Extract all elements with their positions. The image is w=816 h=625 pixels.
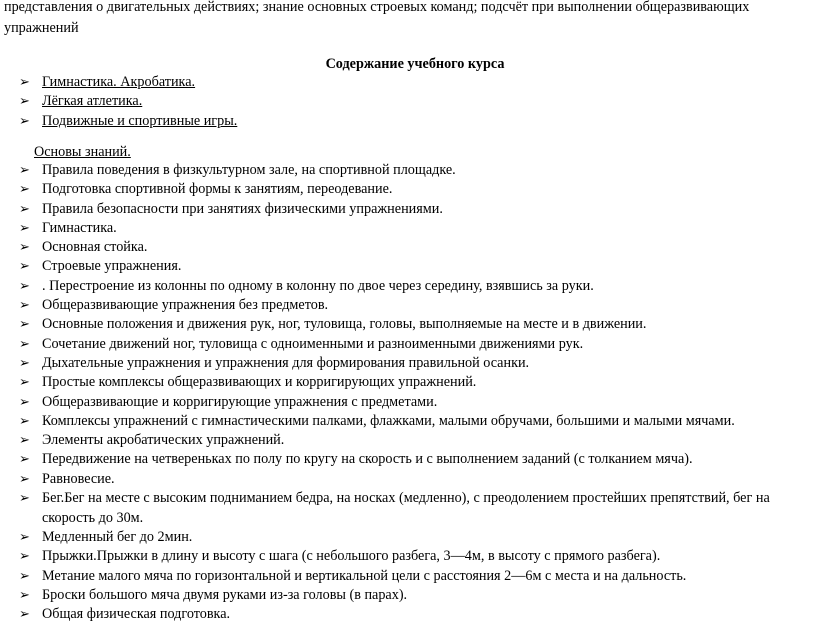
list-item	[0, 605, 816, 624]
list-item-text: Гимнастика. Акробатика.	[42, 74, 196, 90]
intro-paragraph: представления о двигательных действиях; знание основных строевых команд; подсчёт при выполнении общеразвивающих упражнений	[4, 0, 750, 36]
list-item	[0, 373, 816, 392]
section-heading: Содержание учебного курса	[325, 56, 505, 72]
list-item	[0, 219, 816, 238]
arrow-bullet-icon: ➢	[19, 471, 30, 487]
arrow-bullet-icon: ➢	[19, 394, 30, 410]
list-item-text: Подготовка спортивной формы к занятиям, переодевание.	[42, 181, 393, 198]
list-item-text: Правила безопасности при занятиях физическими упражнениями.	[42, 200, 443, 217]
list-item	[0, 180, 816, 199]
list-item-text: Комплексы упражнений с гимнастическими палками, флажками, малыми обручами, большими и малыми мячами.	[42, 412, 735, 429]
list-item	[0, 277, 816, 296]
arrow-bullet-icon: ➢	[19, 413, 30, 429]
arrow-bullet-icon: ➢	[19, 94, 30, 110]
arrow-bullet-icon: ➢	[19, 549, 30, 565]
list-item	[0, 489, 816, 528]
arrow-bullet-icon: ➢	[19, 317, 30, 333]
list-item	[0, 200, 816, 219]
arrow-bullet-icon: ➢	[19, 182, 30, 198]
arrow-bullet-icon: ➢	[19, 259, 30, 275]
arrow-bullet-icon: ➢	[19, 491, 30, 507]
list-item	[0, 567, 816, 586]
list-item-text: Дыхательные упражнения и упражнения для формирования правильной осанки.	[42, 354, 530, 371]
arrow-bullet-icon: ➢	[19, 452, 30, 468]
list-item	[0, 238, 816, 257]
list-item-text: Передвижение на четвереньках по полу по кругу на скорость и с выполнением заданий (с толканием мяча).	[42, 451, 693, 468]
arrow-bullet-icon: ➢	[19, 530, 30, 546]
arrow-bullet-icon: ➢	[19, 298, 30, 314]
list-item-text: Равновесие.	[42, 470, 115, 487]
list-item-text: Общеразвивающие и корригирующие упражнения с предметами.	[42, 393, 438, 410]
arrow-bullet-icon: ➢	[19, 220, 30, 236]
list-item-text: Подвижные и спортивные игры.	[42, 112, 238, 129]
list-item-text: Лёгкая атлетика.	[42, 93, 143, 110]
list-item-text: Прыжки.Прыжки в длину и высоту с шага (с небольшого разбега, 3—4м, в высоту с прямого разбега).	[42, 548, 661, 565]
list-item-text: Простые комплексы общеразвивающих и корригирующих упражнений.	[42, 374, 477, 391]
list-item	[0, 528, 816, 547]
list-item-text: Общеразвивающие упражнения без предметов.	[42, 297, 329, 314]
list-item	[0, 92, 816, 111]
list-item-text: Сочетание движений ног, туловища с одноименными и разноименными движениями рук.	[42, 335, 584, 352]
list-item	[0, 470, 816, 489]
list-item-text: Медленный бег до 2мин.	[42, 529, 193, 546]
list-item-text: Метание малого мяча по горизонтальной и вертикальной цели с расстояния 2—6м с места и на дальность.	[42, 567, 687, 584]
list-item-text: Основные положения и движения рук, ног, туловища, головы, выполняемые на месте и в движении.	[42, 316, 647, 333]
list-item-text: Гимнастика.	[42, 219, 117, 236]
arrow-bullet-icon: ➢	[19, 113, 30, 129]
list-item	[0, 586, 816, 605]
list-item	[0, 393, 816, 412]
arrow-bullet-icon: ➢	[19, 433, 30, 449]
list-item	[0, 296, 816, 315]
arrow-bullet-icon: ➢	[19, 355, 30, 371]
arrow-bullet-icon: ➢	[19, 240, 30, 256]
topics-list	[0, 161, 816, 625]
list-item-text: Основная стойка.	[42, 239, 148, 256]
list-item	[0, 547, 816, 566]
list-item	[0, 412, 816, 431]
list-item-text: Элементы акробатических упражнений.	[42, 432, 285, 449]
list-item-text: Строевые упражнения.	[42, 258, 182, 275]
list-item	[0, 450, 816, 469]
list-item-text: Правила поведения в физкультурном зале, на спортивной площадке.	[42, 162, 456, 178]
list-item	[0, 431, 816, 450]
arrow-bullet-icon: ➢	[19, 201, 30, 217]
list-item	[0, 315, 816, 334]
list-item-text: . Перестроение из колонны по одному в колонну по двое через середину, взявшись за руки.	[42, 277, 594, 294]
list-item-text: Бег.Бег на месте с высоким подниманием бедра, на носках (медленно), с преодолением простейших препятствий, бег на скорость до 30м.	[42, 490, 770, 526]
arrow-bullet-icon: ➢	[19, 336, 30, 352]
arrow-bullet-icon: ➢	[19, 568, 30, 584]
arrow-bullet-icon: ➢	[19, 587, 30, 603]
arrow-bullet-icon: ➢	[19, 75, 30, 90]
list-item	[0, 354, 816, 373]
list-item-text: Общая физическая подготовка.	[42, 606, 231, 623]
basics-heading: Основы знаний.	[34, 144, 131, 160]
arrow-bullet-icon: ➢	[19, 607, 30, 623]
list-item	[0, 335, 816, 354]
list-item	[0, 73, 816, 92]
arrow-bullet-icon: ➢	[19, 163, 30, 178]
list-item	[0, 112, 816, 131]
list-item	[0, 257, 816, 276]
course-list	[0, 73, 816, 131]
list-item	[0, 161, 816, 180]
arrow-bullet-icon: ➢	[19, 375, 30, 391]
arrow-bullet-icon: ➢	[19, 278, 30, 294]
list-item-text: Броски большого мяча двумя руками из-за головы (в парах).	[42, 586, 408, 603]
